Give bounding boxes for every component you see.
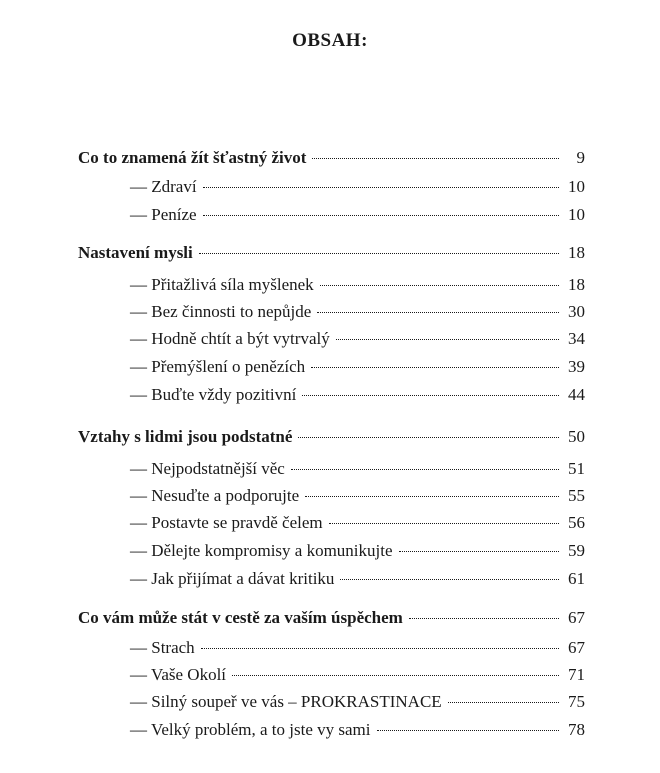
dot-leader [448, 702, 559, 703]
toc-entry [78, 272, 585, 298]
dot-leader [201, 648, 559, 649]
toc-page-number: 56 [568, 513, 585, 532]
toc-page-number: 75 [568, 692, 585, 711]
toc-page-number: 50 [568, 427, 585, 446]
toc-entry [78, 326, 585, 352]
dot-leader [336, 339, 559, 340]
toc-page-number: 10 [568, 205, 585, 224]
toc-entry-label: — Nesuďte a podporujte [130, 486, 300, 505]
toc-entry-label: — Přemýšlení o penězích [130, 357, 306, 376]
toc-page-number: 30 [568, 302, 585, 321]
toc-entry-label: — Přitažlivá síla myšlenek [130, 275, 314, 294]
toc-entry-label: — Jak přijímat a dávat kritiku [130, 569, 335, 588]
toc-entry-label: — Silný soupeř ve vás – PROKRASTINACE [130, 692, 442, 711]
dot-leader [232, 675, 559, 676]
toc-page-number: 59 [568, 541, 585, 560]
toc-entry-label: — Nejpodstatnější věc [130, 459, 285, 478]
toc-page-number: 78 [568, 720, 585, 739]
toc-page-number: 55 [568, 486, 585, 505]
toc-entry [78, 662, 585, 688]
toc-page-number: 67 [568, 638, 585, 657]
toc-entry-label: — Hodně chtít a být vytrvalý [130, 329, 330, 348]
dot-leader [302, 395, 559, 396]
toc-entry [78, 456, 585, 482]
toc-entry [78, 382, 585, 408]
toc-page-number: 51 [568, 459, 585, 478]
dot-leader [203, 187, 559, 188]
dot-leader [291, 469, 559, 470]
page-title: OBSAH: [292, 30, 368, 51]
toc-heading-label: Co to znamená žít šťastný život [78, 148, 307, 167]
toc-entry [78, 483, 585, 509]
toc-page-number: 34 [568, 329, 585, 348]
toc-heading-label: Co vám může stát v cestě za vaším úspěchem [78, 608, 403, 627]
toc-entry [78, 299, 585, 325]
toc-section-heading [78, 605, 585, 631]
dot-leader [298, 437, 559, 438]
toc-section-heading [78, 240, 585, 266]
toc-entry [78, 354, 585, 380]
toc-entry-label: — Peníze [130, 205, 197, 224]
toc-page-number: 18 [568, 243, 585, 262]
toc-heading-label: Vztahy s lidmi jsou podstatné [78, 427, 293, 446]
toc-entry [78, 566, 585, 592]
dot-leader [311, 367, 559, 368]
toc-heading-label: Nastavení mysli [78, 243, 193, 262]
toc-entry-label: — Zdraví [130, 177, 197, 196]
dot-leader [320, 285, 559, 286]
toc-entry-label: — Vaše Okolí [130, 665, 227, 684]
toc-entry [78, 635, 585, 661]
dot-leader [399, 551, 559, 552]
toc-page-number: 10 [568, 177, 585, 196]
dot-leader [312, 158, 559, 159]
toc-entry [78, 202, 585, 228]
toc-page-number: 18 [568, 275, 585, 294]
dot-leader [409, 618, 559, 619]
toc-section-heading [78, 424, 585, 450]
dot-leader [340, 579, 559, 580]
dot-leader [317, 312, 559, 313]
toc-entry [78, 174, 585, 200]
toc-page-number: 9 [576, 148, 585, 167]
dot-leader [203, 215, 559, 216]
toc-entry-label: — Postavte se pravdě čelem [130, 513, 323, 532]
toc-page-number: 61 [568, 569, 585, 588]
toc-entry-label: — Dělejte kompromisy a komunikujte [130, 541, 393, 560]
toc-page-number: 67 [568, 608, 585, 627]
toc-entry-label: — Strach [130, 638, 195, 657]
toc-entry [78, 538, 585, 564]
toc-page-number: 44 [568, 385, 585, 404]
toc-entry [78, 510, 585, 536]
toc-entry-label: — Buďte vždy pozitivní [130, 385, 297, 404]
toc-entry [78, 689, 585, 715]
toc-entry [78, 717, 585, 743]
toc-section-heading [78, 145, 585, 171]
dot-leader [305, 496, 559, 497]
dot-leader [329, 523, 559, 524]
toc-page-number: 71 [568, 665, 585, 684]
dot-leader [377, 730, 560, 731]
dot-leader [199, 253, 559, 254]
toc-entry-label: — Velký problém, a to jste vy sami [130, 720, 371, 739]
toc-entry-label: — Bez činnosti to nepůjde [130, 302, 312, 321]
toc-page-number: 39 [568, 357, 585, 376]
